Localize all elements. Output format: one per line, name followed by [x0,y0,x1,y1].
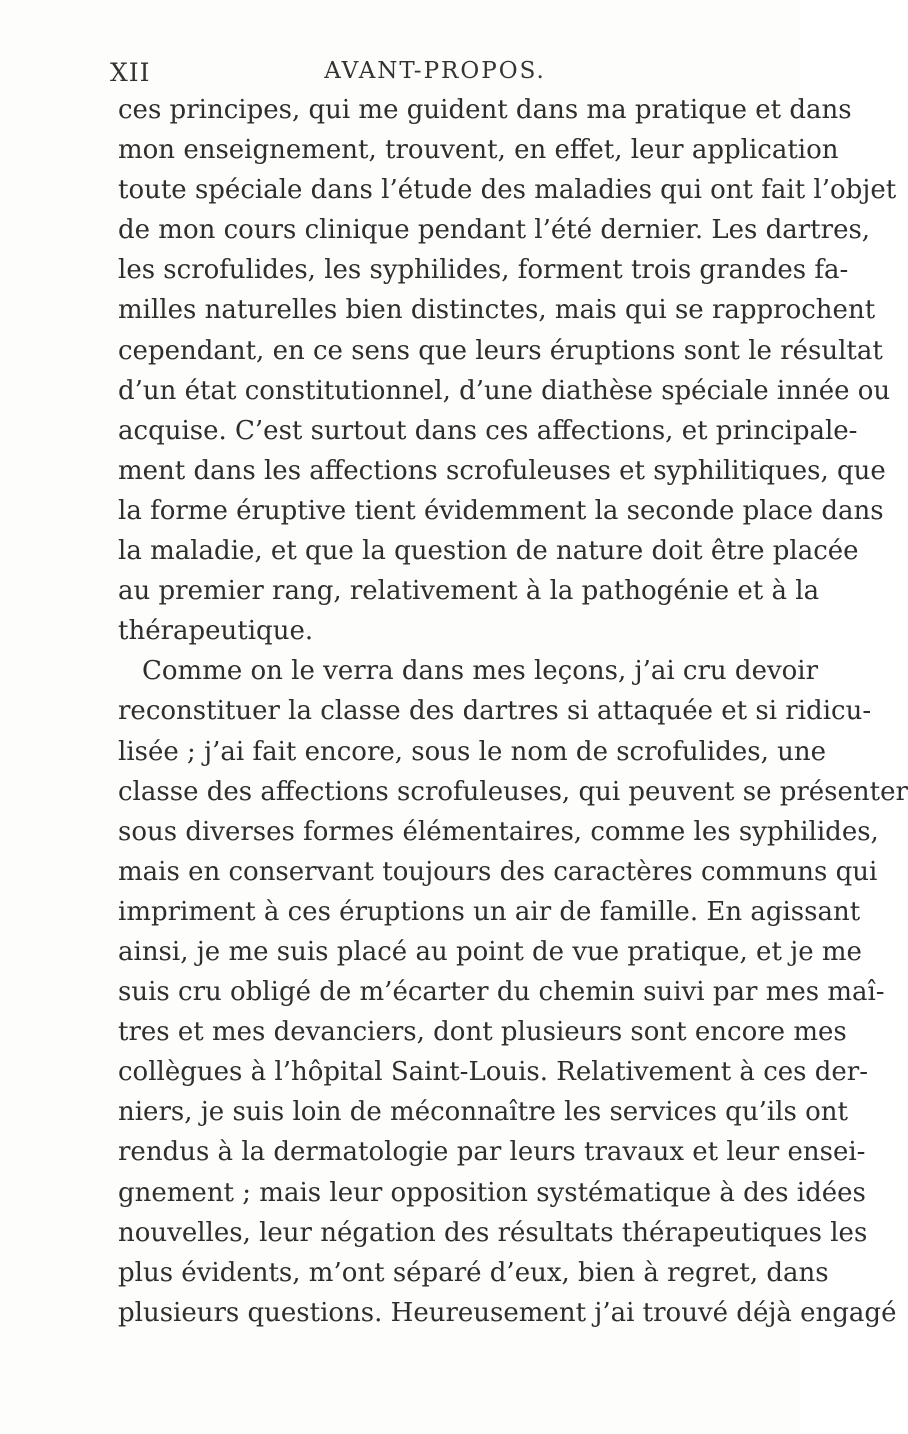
text-line: d’un état constitutionnel, d’une diathèse spéciale innée ou [118,375,891,406]
text-line: ces principes, qui me guident dans ma pratique et dans [118,95,852,125]
text-line: thérapeutique. [118,616,314,647]
text-line: lisée ; j’ai fait encore, sous le nom de scrofulides, une [118,736,826,767]
text-line: au premier rang, relativement à la pathogénie et à la [118,576,820,607]
text-line: reconstituer la classe des dartres si attaquée et si ridicu- [118,696,872,727]
text-line: plusieurs questions. Heureusement j’ai trouvé déjà engagé [118,1297,897,1328]
text-line: plus évidents, m’ont séparé d’eux, bien à regret, dans [118,1257,829,1288]
text-line: de mon cours clinique pendant l’été dernier. Les dartres, [118,215,871,246]
text-line: ment dans les affections scrofuleuses et syphilitiques, que [118,455,886,486]
text-line: milles naturelles bien distinctes, mais qui se rapprochent [118,295,876,326]
text-line: la maladie, et que la question de nature doit être placée [118,536,859,567]
text-line: mais en conservant toujours des caractères communs qui [118,856,878,887]
text-line: impriment à ces éruptions un air de famille. En agissant [118,896,861,927]
text-line: cependant, en ce sens que leurs éruptions sont le résultat [118,335,883,366]
text-line: classe des affections scrofuleuses, qui peuvent se présenter [118,776,908,807]
text-line: acquise. C’est surtout dans ces affections, et principale- [118,415,858,446]
text-line: les scrofulides, les syphilides, forment trois grandes fa- [118,255,849,286]
text-line: nouvelles, leur négation des résultats thérapeutiques les [118,1217,868,1248]
text-line: niers, je suis loin de méconnaître les services qu’ils ont [118,1097,848,1128]
text-line: rendus à la dermatologie par leurs travaux et leur ensei- [118,1137,866,1168]
text-line: suis cru obligé de m’écarter du chemin suivi par mes maî- [118,977,885,1008]
text-line: la forme éruptive tient évidemment la seconde place dans [118,495,884,526]
text-line: collègues à l’hôpital Saint-Louis. Relativement à ces der- [118,1057,868,1088]
text-line: mon enseignement, trouvent, en effet, leur application [118,135,839,166]
running-head [110,58,760,94]
text-line: sous diverses formes élémentaires, comme les syphilides, [118,816,879,847]
text-line: toute spéciale dans l’étude des maladies qui ont fait l’objet [118,175,897,206]
body-text [118,90,908,1333]
text-line: gnement ; mais leur opposition systématique à des idées [118,1177,866,1208]
text-line: Comme on le verra dans mes leçons, j’ai cru devoir [142,656,819,687]
running-title: AVANT-PROPOS. [324,58,546,84]
text-line: tres et mes devanciers, dont plusieurs sont encore mes [118,1017,847,1048]
text-line: ainsi, je me suis placé au point de vue pratique, et je me [118,936,862,967]
page-number: XII [110,58,151,87]
